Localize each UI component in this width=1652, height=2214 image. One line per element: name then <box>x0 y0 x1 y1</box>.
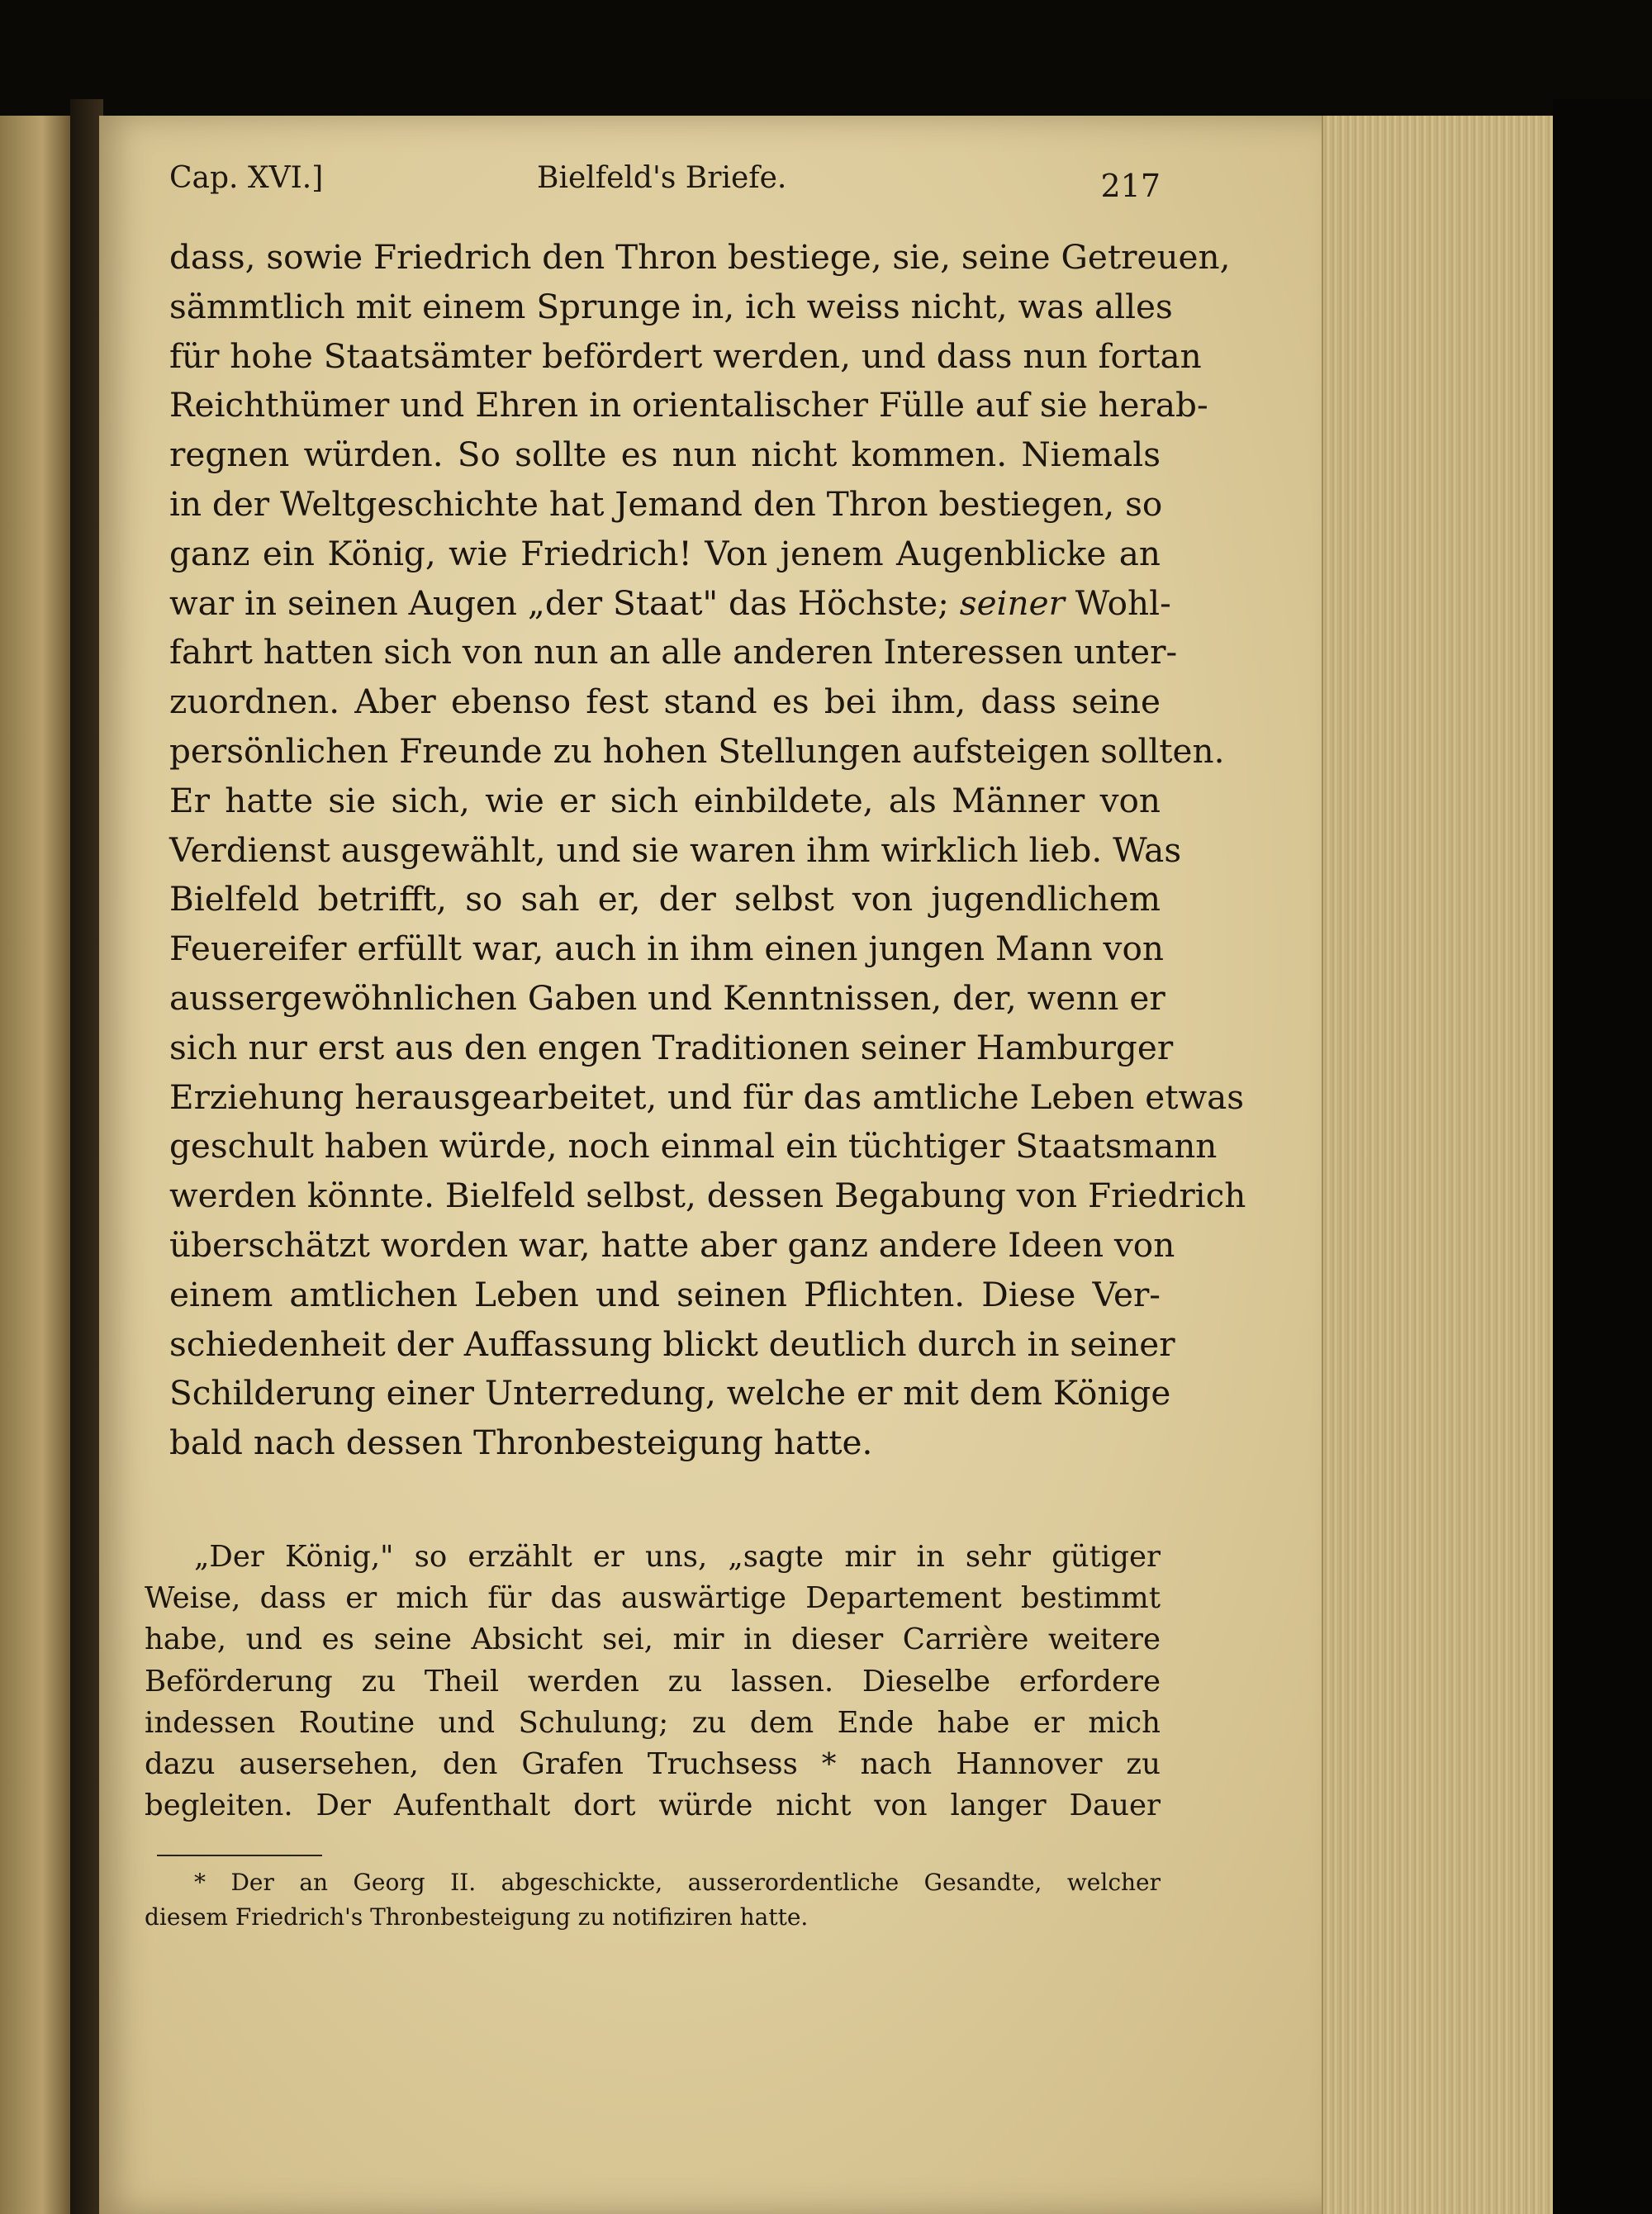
text-line: Feuereifer erfüllt war, auch in ihm einen jungen Mann von <box>169 929 1164 969</box>
text-line: Reichthümer und Ehren in orientalischer Fülle auf sie herab- <box>169 385 1208 425</box>
text-line: für hohe Staatsämter befördert werden, und dass nun fortan <box>169 335 1202 376</box>
text-line: sich nur erst aus den engen Traditionen seiner Hamburger <box>169 1027 1174 1067</box>
text-line: regnen würden. So sollte es nun nicht kommen. Niemals <box>169 435 1161 475</box>
running-header <box>169 161 1161 211</box>
footnote-line: * Der an Georg II. abgeschickte, ausserordentliche Gesandte, welcher <box>194 1869 1161 1896</box>
text-line: einem amtlichen Leben und seinen Pflichten. Diese Ver- <box>169 1274 1161 1314</box>
chapter-label: Cap. XVI.] <box>169 161 324 195</box>
text-segment: Wohl- <box>1075 582 1171 623</box>
text-line: schiedenheit der Auffassung blickt deutlich durch in seiner <box>169 1323 1175 1364</box>
text-line-with-emphasis <box>169 579 1171 629</box>
quote-line: dazu ausersehen, den Grafen Truchsess * nach Hannover zu <box>145 1747 1161 1782</box>
text-line: Schilderung einer Unterredung, welche er mit dem Könige <box>169 1373 1171 1413</box>
footnote-line: diesem Friedrich's Thronbesteigung zu notifiziren hatte. <box>145 1903 809 1931</box>
text-line: Erziehung herausgearbeitet, und für das amtliche Leben etwas <box>169 1076 1245 1117</box>
text-line: Er hatte sie sich, wie er sich einbildete, als Männer von <box>169 780 1161 820</box>
quote-line: indessen Routine und Schulung; zu dem Ende habe er mich <box>145 1705 1161 1740</box>
text-line: aussergewöhnlichen Gaben und Kenntnissen, der, wenn er <box>169 977 1165 1018</box>
text-line: sämmtlich mit einem Sprunge in, ich weiss nicht, was alles <box>169 286 1173 326</box>
page-number: 217 <box>1100 168 1161 204</box>
background-right <box>1553 99 1652 2214</box>
text-line: Verdienst ausgewählt, und sie waren ihm wirklich lieb. Was <box>169 829 1182 870</box>
text-line: persönlichen Freunde zu hohen Stellungen aufsteigen sollten. <box>169 730 1225 771</box>
text-line: überschätzt worden war, hatte aber ganz andere Ideen von <box>169 1224 1175 1265</box>
footnote <box>145 1865 1161 1935</box>
quote-line: begleiten. Der Aufenthalt dort würde nicht von langer Dauer <box>145 1789 1161 1823</box>
text-line: ganz ein König, wie Friedrich! Von jenem Augenblicke an <box>169 533 1161 573</box>
text-line: dass, sowie Friedrich den Thron bestiege, sie, seine Getreuen, <box>169 237 1231 277</box>
text-line: zuordnen. Aber ebenso fest stand es bei ihm, dass seine <box>169 682 1161 722</box>
text-line: bald nach dessen Thronbesteigung hatte. <box>169 1423 873 1463</box>
text-line: fahrt hatten sich von nun an alle anderen Interessen unter- <box>169 632 1178 672</box>
previous-page-edge <box>0 116 70 2214</box>
quote-line: Weise, dass er mich für das auswärtige Departement bestimmt <box>145 1581 1161 1616</box>
text-line: in der Weltgeschichte hat Jemand den Thron bestiegen, so <box>169 483 1163 524</box>
quote-line: habe, und es seine Absicht sei, mir in dieser Carrière weitere <box>145 1622 1161 1657</box>
quoted-paragraph <box>145 1537 1161 1827</box>
main-paragraph <box>169 233 1246 1468</box>
text-line: Bielfeld betrifft, so sah er, der selbst von jugendlichem <box>169 879 1161 919</box>
book-spine-shadow <box>70 99 103 2214</box>
footnote-rule <box>157 1855 322 1856</box>
quote-line: „Der König," so erzählt er uns, „sagte mir in sehr gütiger <box>194 1540 1161 1574</box>
running-title: Bielfeld's Briefe. <box>537 161 787 195</box>
emphasized-word: seiner <box>959 582 1065 623</box>
page-fore-edge <box>1322 116 1571 2214</box>
text-line: geschult haben würde, noch einmal ein tüchtiger Staatsmann <box>169 1126 1218 1166</box>
quote-line: Beförderung zu Theil werden zu lassen. Dieselbe erfordere <box>145 1664 1161 1699</box>
text-segment: war in seinen Augen „der Staat" das Höchste; <box>169 582 949 623</box>
text-line: werden könnte. Bielfeld selbst, dessen Begabung von Friedrich <box>169 1176 1246 1216</box>
